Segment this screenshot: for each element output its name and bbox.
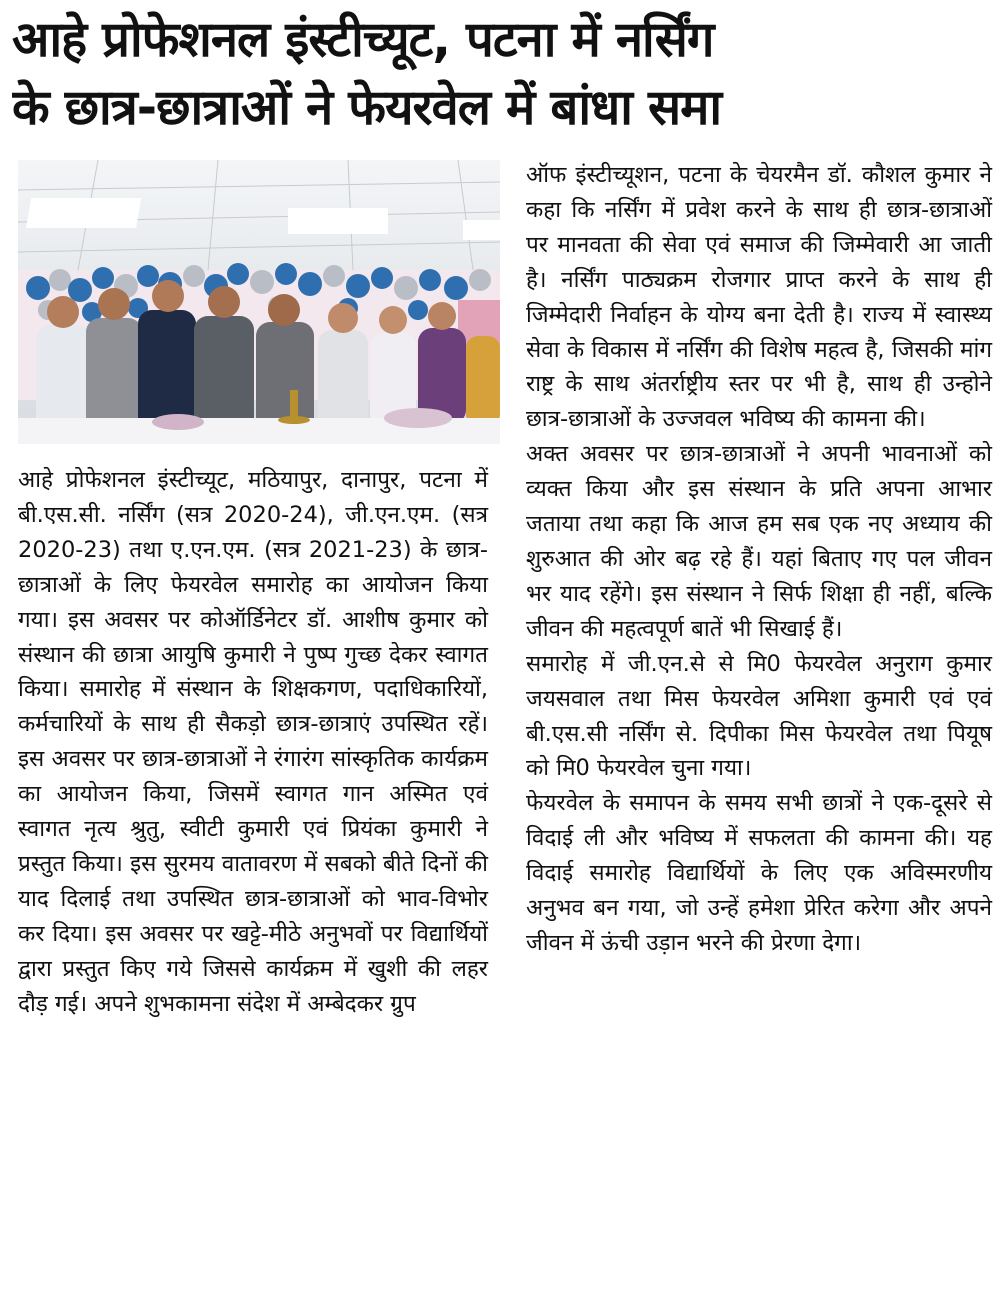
- article-paragraph: फेयरवेल के समापन के समय सभी छात्रों ने एक-दूसरे से विदाई ली और भविष्य में सफलता की कामना की। यह विदाई समारोह विद्यार्थियों के लिए एक अविस्मरणीय अनुभव बन गया, जो उन्हें हमेशा प्रेरित करेगा और अपने जीवन में ऊंची उड़ान भरने की प्रेरणा देगा।: [526, 790, 992, 956]
- article-paragraph: ऑफ इंस्टीच्यूशन, पटना के चेयरमैन डॉ. कौशल कुमार ने कहा कि नर्सिंग में प्रवेश करने के साथ ही छात्र-छात्राओं पर मानवता की सेवा एवं समाज की जिम्मेवारी आ जाती है। नर्सिंग पाठ्यक्रम रोजगार प्राप्त करने के साथ ही जिम्मेदारी निर्वाहन के योग्य बना देती है। राज्य में स्वास्थ्य सेवा के विकास में नर्सिंग की विशेष महत्व है, जिसकी मांग राष्ट्र के साथ अंतर्राष्ट्रीय स्तर पर भी है, साथ ही उन्होने छात्र-छात्राओं के उज्जवल भविष्य की कामना की।: [526, 162, 992, 433]
- article-paragraph: समारोह में जी.एन.से से मि0 फेयरवेल अनुराग कुमार जयसवाल तथा मिस फेयरवेल अमिशा कुमारी एवं एवं बी.एस.सी नर्सिंग से. दिपीका मिस फेयरवेल तथा पियूष को मि0 फेयरवेल चुना गया।: [526, 650, 992, 782]
- article-paragraph: आहे प्रोफेशनल इंस्टीच्यूट, मठियापुर, दानापुर, पटना में बी.एस.सी. नर्सिंग (सत्र 2020-24), जी.एन.एम. (सत्र 2020-23) तथा ए.एन.एम. (सत्र 2021-23) के छात्र-छात्राओं के लिए फेयरवेल समारोह का आयोजन किया गया। इस अवसर पर कोऑर्डिनेटर डॉ. आशीष कुमार को संस्थान की छात्रा आयुषि कुमारी ने पुष्प गुच्छ देकर स्वागत किया। समारोह में संस्थान के शिक्षकगण, पदाधिकारियों, कर्मचारियों के साथ ही सैकड़ो छात्र-छात्राएं उपस्थित रहें। इस अवसर पर छात्र-छात्राओं ने रंगारंग सांस्कृतिक कार्यक्रम का आयोजन किया, जिसमें स्वागत गान अस्मित एवं स्वागत नृत्य श्रुतु, स्वीटी कुमारी एवं प्रियंका कुमारी ने प्रस्तुत किया। इस सुरमय वातावरण में सबको बीते दिनों की याद दिलाई तथा उपस्थित छात्र-छात्राओं को भाव-विभोर कर दिया। इस अवसर पर खट्टे-मीठे अनुभवों पर विद्यार्थियों द्वारा प्रस्तुत किए गये जिससे कार्यक्रम में खुशी की लहर दौड़ गई। अपने शुभकामना संदेश में अम्बेदकर ग्रुप: [18, 467, 488, 1017]
- event-photo: [18, 160, 500, 444]
- headline: [12, 6, 992, 142]
- headline-line-2: के छात्र-छात्राओं ने फेयरवेल में बांधा समा: [12, 79, 722, 136]
- article-column-right: [526, 158, 992, 961]
- event-photo-icon: [18, 160, 500, 444]
- article-column-left: [18, 463, 488, 1022]
- article-paragraph: अक्त अवसर पर छात्र-छात्राओं ने अपनी भावनाओं को व्यक्त किया और इस संस्थान के प्रति अपना आभार जताया तथा कहा कि आज हम सब एक नए अध्याय की शुरुआत की ओर बढ़ रहे हैं। यहां बिताए गए पल जीवन भर याद रहेंगे। इस संस्थान ने सिर्फ शिक्षा ही नहीं, बल्कि जीवन की महत्वपूर्ण बातें भी सिखाई हैं।: [526, 441, 992, 642]
- headline-line-1: आहे प्रोफेशनल इंस्टीच्यूट, पटना में नर्सिंग: [12, 11, 714, 68]
